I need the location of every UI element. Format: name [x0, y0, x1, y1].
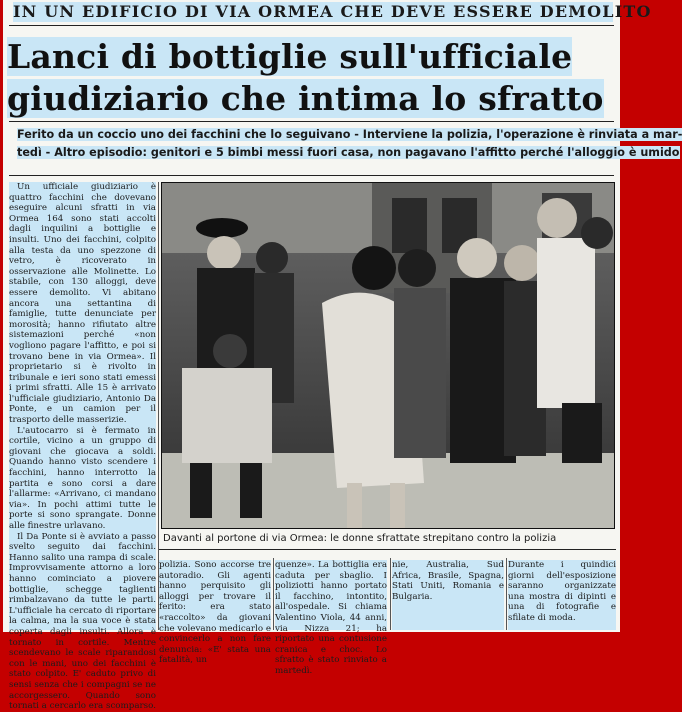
kicker-line — [13, 2, 652, 22]
paragraph: L'autocarro si è fermato in cortile, vicino a un gruppo di giovani che giocava a soldi. Quando hanno visto scendere i facchini, hanno interrotto la partita e sono corsi a dare l'allarme: «Arrivano, ci mandano via». In pochi attimi tutte le porte si sono sprangate. Donne alle finestre urlavano. — [9, 425, 156, 531]
article-column-2 — [159, 560, 271, 666]
caption-rule — [159, 549, 616, 550]
kicker-text: IN UN EDIFICIO DI VIA ORMEA CHE DEVE ESSERE DEMOLITO — [13, 2, 652, 21]
paragraph: nie, Australia, Sud Africa, Brasile, Spagna, Stati Uniti, Romania e Bulgaria. — [392, 560, 504, 602]
paragraph: Durante i quindici giorni dell'esposizione saranno organizzate una mostra di dipinti e una di fotografie e sfilate di moda. — [508, 560, 616, 623]
subhead-rule — [9, 175, 614, 176]
article-column-5 — [508, 560, 616, 630]
article-column-1 — [9, 182, 156, 712]
headline-rule — [9, 121, 614, 122]
paragraph: quenze». La bottiglia era caduta per sbaglio. I poliziotti hanno portato il facchino, intontito, all'ospedale. Si chiama Valentino Viola, 44 anni, via Nizza 21; ha riportato una contusione cranica e choc. Lo sfratto è stato rinviato a martedì. — [275, 560, 387, 676]
subheadline — [17, 126, 682, 162]
news-photo — [161, 182, 615, 529]
article-column-3 — [275, 560, 387, 676]
photo-caption-text: Davanti al portone di via Ormea: le donne sfrattate strepitano contro la polizia — [163, 533, 557, 544]
subhead-line-1: Ferito da un coccio uno dei facchini che lo seguivano - Interviene la polizia, l'operazione è rinviata a mar- — [17, 128, 682, 141]
headline — [7, 36, 617, 120]
column-divider — [506, 558, 507, 630]
paragraph: polizia. Sono accorse tre autoradio. Gli agenti hanno perquisito gli alloggi per trovare il ferito: era stato «raccolto» da giovani che volevano medicarlo e convincerlo a non fare denuncia: «E' stata una fatalità, un — [159, 560, 271, 666]
column-divider — [390, 558, 391, 630]
paragraph: Il Da Ponte si è avviato a passo svelto seguito dai facchini. Hanno salito una rampa di scale. Improvvisamente attorno a loro hanno cominciato a piovere bottiglie, schegge taglienti rimbalzavano da tutte le parti. L'ufficiale ha cercato di riportare la calma, ma la sua voce è stata coperta dagli insulti. Allora è tornato in cortile. Mentre scendevano le scale riparandosi con le mani, uno dei facchini è stato colpito. E' caduto privo di sensi senza che i compagni se ne accorgessero. Quando sono tornati a cercarlo era scomparso. — [9, 531, 156, 712]
top-rule — [9, 25, 614, 26]
crowd-photo-image — [162, 183, 614, 528]
newspaper-page — [3, 0, 682, 712]
subhead-line-2: tedì - Altro episodio: genitori e 5 bimbi messi fuori casa, non pagavano l'affitto perché l'alloggio è umido — [17, 146, 680, 159]
headline-line-2: giudiziario che intima lo sfratto — [7, 79, 604, 118]
article-column-4 — [392, 560, 504, 630]
headline-line-1: Lanci di bottiglie sull'ufficiale — [7, 37, 573, 76]
column-divider — [273, 558, 274, 630]
paragraph: Un ufficiale giudiziario è quattro facchini che dovevano eseguire alcuni sfratti in via Ormea 164 sono stati accolti dagli inquilini a bottiglie e insulti. Uno dei facchini, colpito alla testa da uno spezzone di vetro, è ricoverato in osservazione alle Molinette. Lo stabile, con 130 alloggi, deve essere demolito. Vi abitano ancora una settantina di famiglie, tutte denunciate per morosità; hanno rifiutato altre sistemazioni perché «non vogliono pagare l'affitto, e poi si trovano bene in via Ormea». Il proprietario si è rivolto in tribunale e ieri sono stati emessi i primi sfratti. Alle 15 è arrivato l'ufficiale giudiziario, Antonio Da Ponte, e un camion per il trasporto delle masserizie. — [9, 182, 156, 426]
photo-caption — [163, 531, 613, 547]
